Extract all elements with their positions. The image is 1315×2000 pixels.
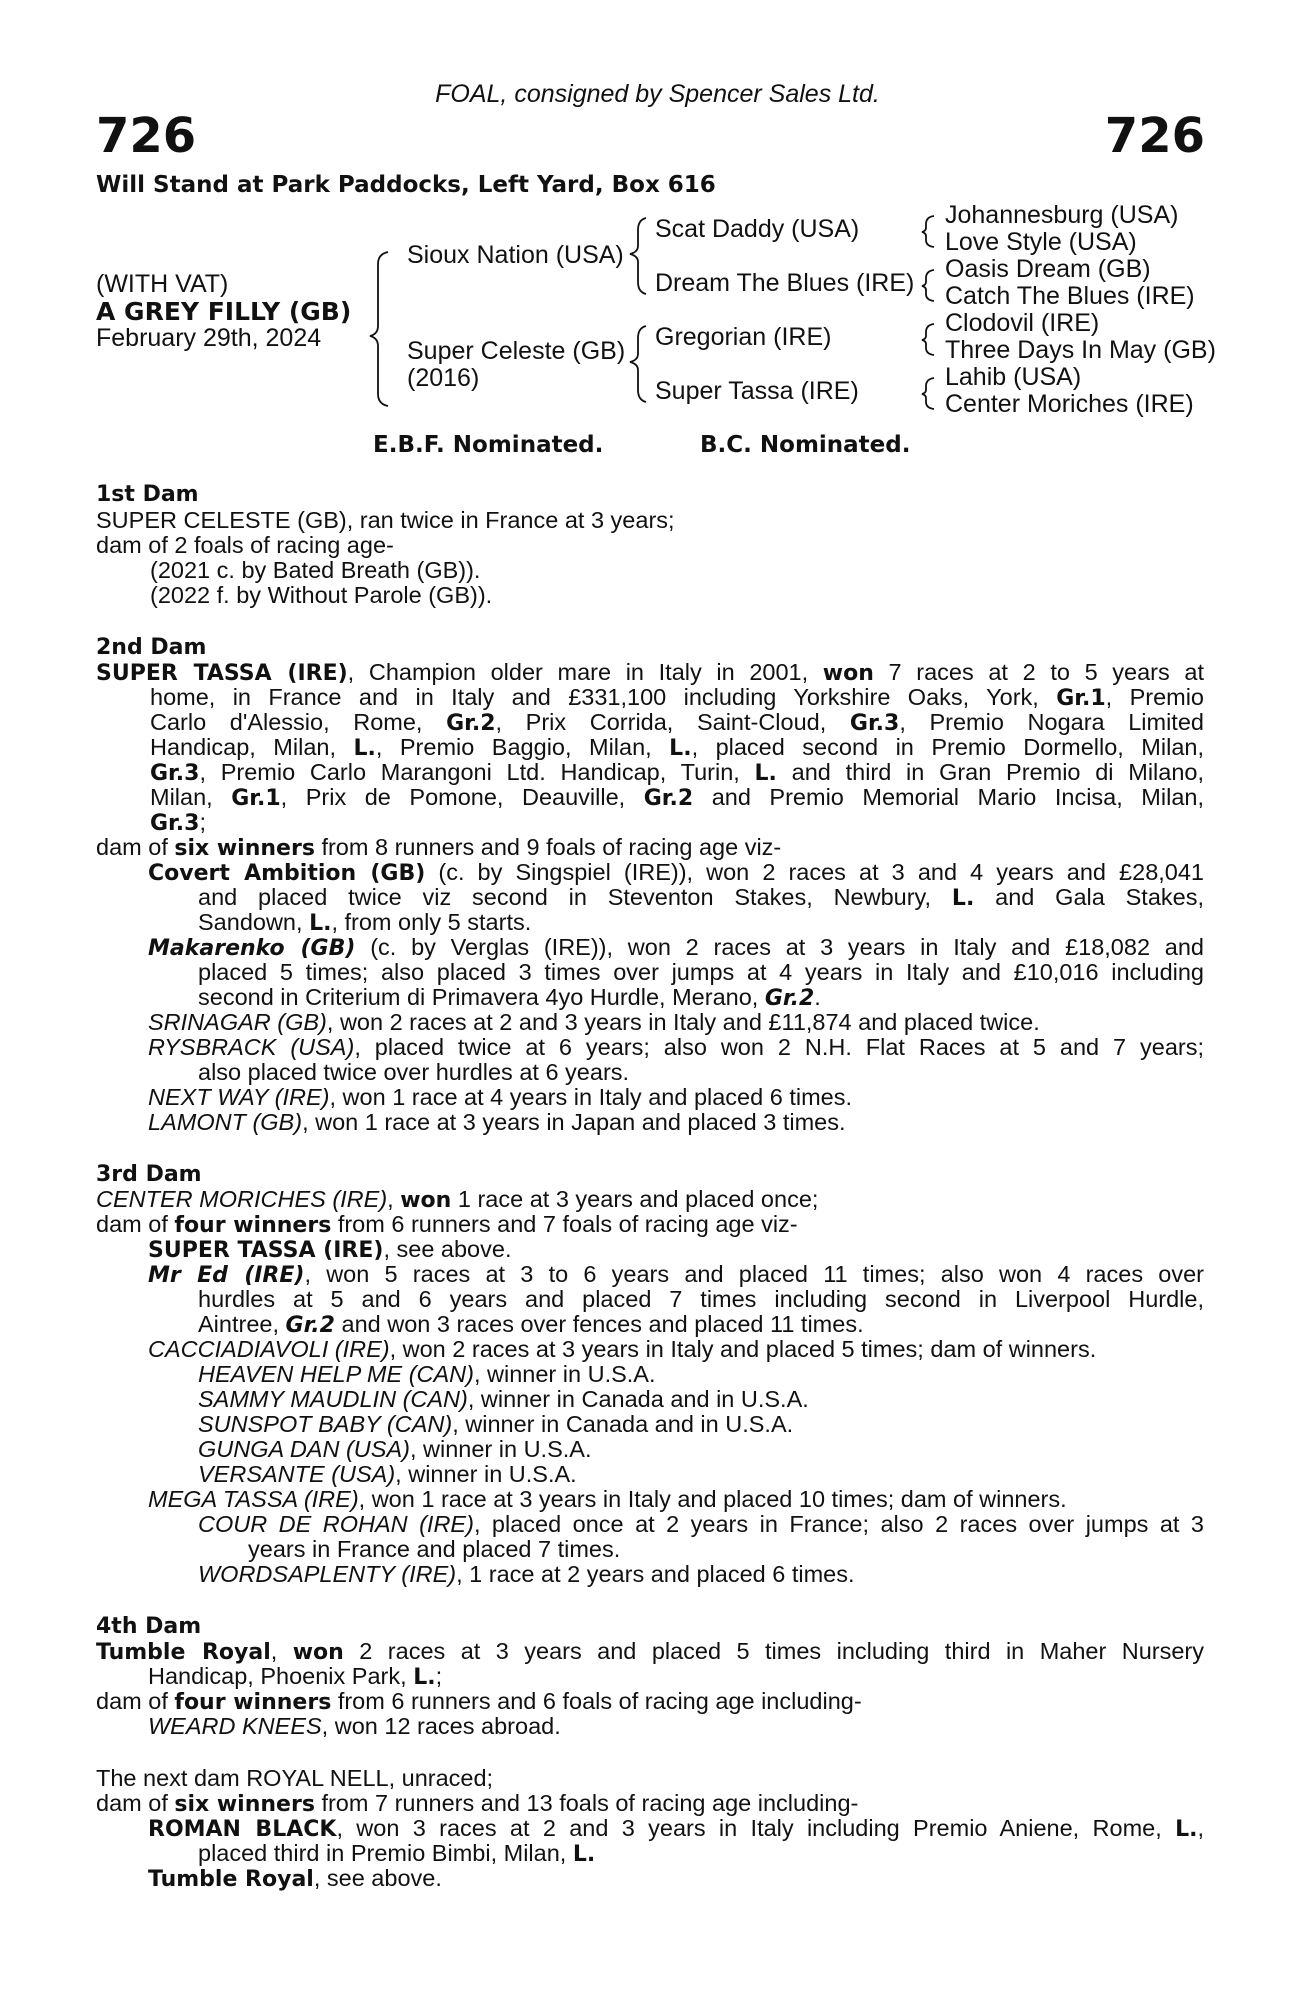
text: and Premio Memorial Mario Incisa, Milan,	[693, 784, 1204, 810]
text: , won 2 races at 3 years in Italy and placed 5 times; dam of winners.	[389, 1336, 1097, 1362]
vat-note: (WITH VAT)	[96, 270, 229, 298]
text: and won 3 races over fences and placed 11 times.	[334, 1311, 864, 1337]
grandsire-7: Lahib (USA)	[945, 363, 1082, 391]
fourth-dam-produce	[96, 1689, 862, 1715]
text: Handicap, Milan,	[150, 734, 354, 760]
wordsaplenty-line	[198, 1562, 855, 1587]
fourth-dam-line-2	[148, 1664, 442, 1690]
text: , Premio Baggio, Milan,	[375, 734, 670, 760]
text: from 6 runners and 7 foals of racing age viz-	[331, 1211, 798, 1237]
srinagar-line	[148, 1010, 1040, 1035]
horse-heaven-help-me: HEAVEN HELP ME (CAN)	[198, 1361, 474, 1387]
text: , won 1 race at 4 years in Italy and placed 6 times.	[329, 1084, 852, 1110]
fourth-dam-name: Tumble Royal	[96, 1640, 271, 1665]
dam: Super Celeste (GB)	[407, 337, 626, 365]
bc-nomination: B.C. Nominated.	[700, 432, 911, 458]
winners-count: four winners	[174, 1213, 332, 1238]
sunspot-baby-line	[198, 1412, 793, 1437]
text: , Prix de Pomone, Deauville,	[280, 784, 644, 810]
group-1: Gr.1	[231, 786, 281, 811]
third-dam-heading: 3rd Dam	[96, 1162, 202, 1187]
text: and placed twice viz second in Steventon Stakes, Newbury,	[198, 884, 952, 910]
text: ;	[199, 809, 206, 835]
text: from 8 runners and 9 foals of racing age viz-	[314, 834, 782, 860]
text: placed third in Premio Bimbi, Milan,	[198, 1840, 573, 1866]
fourth-dam-line-1	[96, 1639, 1204, 1665]
listed: L.	[413, 1665, 436, 1690]
makarenko-line-2: placed 5 times; also placed 3 times over jumps at 4 years in Italy and £10,016 including	[198, 959, 1204, 985]
text: , Prix Corrida, Saint-Cloud,	[495, 709, 850, 735]
third-dam-name: CENTER MORICHES (IRE)	[96, 1186, 388, 1212]
dam-sire: Gregorian (IRE)	[655, 323, 832, 351]
listed: L.	[1175, 1817, 1198, 1842]
sammy-maudlin-line	[198, 1387, 809, 1412]
listed: L.	[309, 911, 332, 936]
third-dam-produce	[96, 1212, 798, 1238]
horse-covert-ambition: Covert Ambition (GB)	[148, 861, 426, 886]
granddam-6: Three Days In May (GB)	[945, 336, 1216, 364]
second-dam-line-2	[150, 685, 1204, 711]
horse-wordsaplenty: WORDSAPLENTY (IRE)	[198, 1561, 457, 1587]
versante-line	[198, 1462, 577, 1487]
text: 1 race at 3 years and placed once;	[451, 1186, 819, 1212]
stand-location: Will Stand at Park Paddocks, Left Yard, Box 616	[96, 172, 716, 198]
foaling-date: February 29th, 2024	[96, 324, 322, 352]
text: ;	[435, 1663, 443, 1689]
mr-ed-line-1	[148, 1262, 1204, 1288]
text: and Gala Stakes,	[974, 884, 1205, 910]
group-2: Gr.2	[285, 1313, 335, 1338]
covert-ambition-line-3	[198, 910, 531, 936]
text: , winner in U.S.A.	[473, 1361, 656, 1387]
won-bold: won	[822, 661, 874, 686]
text: , won 1 race at 3 years in Italy and placed 10 times; dam of winners.	[358, 1486, 1067, 1512]
cacciadiavoli-line	[148, 1337, 1096, 1362]
horse-weard-knees: WEARD KNEES	[148, 1713, 322, 1739]
text: Carlo d'Alessio, Rome,	[150, 709, 447, 735]
text: and third in Gran Premio di Milano,	[776, 759, 1204, 785]
second-dam-heading: 2nd Dam	[96, 635, 207, 660]
text: , placed second in Premio Dormello, Milan,	[691, 734, 1204, 760]
cour-de-rohan-line-1	[198, 1512, 1204, 1537]
text: Handicap, Phoenix Park,	[148, 1663, 414, 1689]
horse-lamont: LAMONT (GB)	[148, 1109, 303, 1135]
grandsire-1: Johannesburg (USA)	[945, 201, 1179, 229]
next-way-line	[148, 1085, 852, 1110]
text: ,	[270, 1638, 293, 1664]
granddam-4: Catch The Blues (IRE)	[945, 282, 1195, 310]
sire: Sioux Nation (USA)	[407, 241, 624, 269]
text: from 7 runners and 13 foals of racing age including-	[314, 1790, 859, 1816]
text: , won 1 race at 3 years in Japan and placed 3 times.	[302, 1109, 846, 1135]
sire-dam: Dream The Blues (IRE)	[655, 269, 915, 297]
consignment-line: FOAL, consigned by Spencer Sales Ltd.	[435, 80, 880, 108]
makarenko-line-1	[148, 935, 1204, 961]
sire-sire: Scat Daddy (USA)	[655, 215, 860, 243]
horse-versante: VERSANTE (USA)	[198, 1461, 396, 1487]
text: 2 races at 3 years and placed 5 times including third in Maher Nursery	[343, 1638, 1205, 1664]
horse-super-tassa: SUPER TASSA (IRE)	[148, 1238, 384, 1263]
horse-tumble-royal: Tumble Royal	[148, 1867, 314, 1892]
text: home, in France and in Italy and £331,100 including Yorkshire Oaks, York,	[150, 684, 1057, 710]
horse-srinagar: SRINAGAR (GB)	[148, 1009, 327, 1035]
text: , won 3 races at 2 and 3 years in Italy including Premio Aniene, Rome,	[336, 1815, 1176, 1841]
text: .	[814, 984, 821, 1010]
group-3: Gr.3	[150, 811, 200, 836]
text: , from only 5 starts.	[331, 909, 532, 935]
gunga-dan-line	[198, 1437, 592, 1462]
text: , placed twice at 6 years; also won 2 N.H. Flat Races at 5 and 7 years;	[354, 1034, 1204, 1060]
text: , winner in U.S.A.	[395, 1461, 577, 1487]
text: , Premio Carlo Marangoni Ltd. Handicap, Turin,	[199, 759, 755, 785]
weard-knees-line	[148, 1714, 561, 1739]
text: second in Criterium di Primavera 4yo Hurdle, Merano,	[198, 984, 765, 1010]
text: Sandown,	[198, 909, 310, 935]
won-bold: won	[292, 1640, 344, 1665]
granddam-8: Center Moriches (IRE)	[945, 390, 1194, 418]
group-2: Gr.2	[446, 711, 496, 736]
winners-count: four winners	[174, 1690, 332, 1715]
group-1: Gr.1	[1056, 686, 1106, 711]
mr-ed-line-3	[198, 1312, 864, 1338]
listed: L.	[951, 886, 975, 911]
first-dam-line: SUPER CELESTE (GB), ran twice in France at 3 years;	[96, 507, 675, 533]
text: (c. by Singspiel (IRE)), won 2 races at 3 and 4 years and £28,041	[425, 859, 1205, 885]
text: dam of	[96, 1211, 175, 1237]
lot-number-left: 726	[96, 108, 197, 164]
group-2: Gr.2	[764, 986, 815, 1011]
winners-count: six winners	[174, 1792, 315, 1817]
listed: L.	[353, 736, 376, 761]
first-dam-produce: dam of 2 foals of racing age-	[96, 532, 394, 558]
heaven-help-me-line	[198, 1362, 656, 1387]
text: , winner in U.S.A.	[409, 1436, 592, 1462]
text: , Premio	[1105, 684, 1205, 710]
horse-name: A GREY FILLY (GB)	[96, 297, 352, 326]
text: Aintree,	[198, 1311, 286, 1337]
second-dam-produce	[96, 835, 781, 861]
text: from 6 runners and 6 foals of racing age including-	[331, 1688, 862, 1714]
grandsire-3: Oasis Dream (GB)	[945, 255, 1151, 283]
horse-gunga-dan: GUNGA DAN (USA)	[198, 1436, 410, 1462]
cour-de-rohan-line-2: years in France and placed 7 times.	[248, 1536, 621, 1562]
text: , see above.	[383, 1236, 512, 1262]
tumble-royal-ref	[148, 1866, 442, 1892]
ebf-nomination: E.B.F. Nominated.	[373, 432, 604, 458]
winners-count: six winners	[174, 836, 315, 861]
horse-cacciadiavoli: CACCIADIAVOLI (IRE)	[148, 1336, 390, 1362]
lamont-line	[148, 1110, 846, 1135]
horse-cour-de-rohan: COUR DE ROHAN (IRE)	[198, 1511, 474, 1537]
roman-black-line-2	[198, 1841, 595, 1867]
horse-rysbrack: RYSBRACK (USA)	[148, 1034, 355, 1060]
listed: L.	[669, 736, 692, 761]
text: dam of	[96, 1790, 175, 1816]
second-dam-line-6	[150, 785, 1204, 811]
horse-sammy-maudlin: SAMMY MAUDLIN (CAN)	[198, 1386, 468, 1412]
rysbrack-line-1	[148, 1035, 1204, 1060]
text: , Champion older mare in Italy in 2001,	[347, 659, 823, 685]
mega-tassa-line	[148, 1487, 1067, 1512]
granddam-2: Love Style (USA)	[945, 228, 1137, 256]
group-3: Gr.3	[150, 761, 200, 786]
dam-year: (2016)	[407, 364, 480, 392]
dam-dam: Super Tassa (IRE)	[655, 377, 859, 405]
horse-roman-black: ROMAN BLACK	[148, 1817, 337, 1842]
second-dam-line-7	[150, 810, 206, 836]
text: , placed once at 2 years in France; also 2 races over jumps at 3	[473, 1511, 1204, 1537]
first-dam-foal-1: (2021 c. by Bated Breath (GB)).	[150, 557, 481, 583]
text: , won 12 races abroad.	[321, 1713, 561, 1739]
next-dam-line: The next dam ROYAL NELL, unraced;	[96, 1765, 494, 1791]
grandsire-5: Clodovil (IRE)	[945, 309, 1100, 337]
second-dam-line-3	[150, 710, 1204, 736]
won-bold: won	[400, 1188, 452, 1213]
text: dam of	[96, 1688, 175, 1714]
group-3: Gr.3	[849, 711, 900, 736]
mr-ed-line-2: hurdles at 5 and 6 years and placed 7 times including second in Liverpool Hurdle,	[198, 1286, 1204, 1312]
lot-number-right: 726	[1104, 108, 1205, 164]
text: Milan,	[150, 784, 232, 810]
horse-next-way: NEXT WAY (IRE)	[148, 1084, 330, 1110]
text: ,	[387, 1186, 401, 1212]
horse-makarenko: Makarenko (GB)	[148, 936, 356, 961]
text: , winner in Canada and in U.S.A.	[467, 1386, 809, 1412]
first-dam-heading: 1st Dam	[96, 482, 199, 507]
covert-ambition-line-2	[198, 885, 1204, 911]
text: , won 5 races at 3 to 6 years and placed 11 times; also won 4 races over	[304, 1261, 1204, 1287]
listed: L.	[572, 1842, 596, 1867]
text: , winner in Canada and in U.S.A.	[452, 1411, 794, 1437]
rysbrack-line-2: also placed twice over hurdles at 6 years.	[198, 1059, 630, 1085]
second-dam-line-4	[150, 735, 1204, 761]
text: , 1 race at 2 years and placed 6 times.	[456, 1561, 855, 1587]
text: , see above.	[313, 1865, 442, 1891]
text: dam of	[96, 834, 175, 860]
text: , won 2 races at 2 and 3 years in Italy and £11,874 and placed twice.	[326, 1009, 1040, 1035]
second-dam-line-1	[96, 660, 1204, 686]
text: ,	[1197, 1815, 1204, 1841]
roman-black-line-1	[148, 1816, 1204, 1842]
text: , Premio Nogara Limited	[899, 709, 1204, 735]
horse-sunspot-baby: SUNSPOT BABY (CAN)	[198, 1411, 453, 1437]
covert-ambition-line-1	[148, 860, 1204, 886]
second-dam-name: SUPER TASSA (IRE)	[96, 661, 348, 686]
super-tassa-ref	[148, 1237, 511, 1263]
text: (c. by Verglas (IRE)), won 2 races at 3 years in Italy and £18,082 and	[355, 934, 1204, 960]
horse-mega-tassa: MEGA TASSA (IRE)	[148, 1486, 359, 1512]
listed: L.	[754, 761, 777, 786]
next-dam-produce	[96, 1791, 858, 1817]
text: 7 races at 2 to 5 years at	[873, 659, 1204, 685]
group-2: Gr.2	[643, 786, 694, 811]
fourth-dam-heading: 4th Dam	[96, 1614, 202, 1639]
first-dam-foal-2: (2022 f. by Without Parole (GB)).	[150, 582, 493, 608]
horse-mr-ed: Mr Ed (IRE)	[148, 1263, 305, 1288]
third-dam-line-1	[96, 1187, 818, 1213]
makarenko-line-3	[198, 985, 821, 1011]
second-dam-line-5	[150, 760, 1204, 786]
